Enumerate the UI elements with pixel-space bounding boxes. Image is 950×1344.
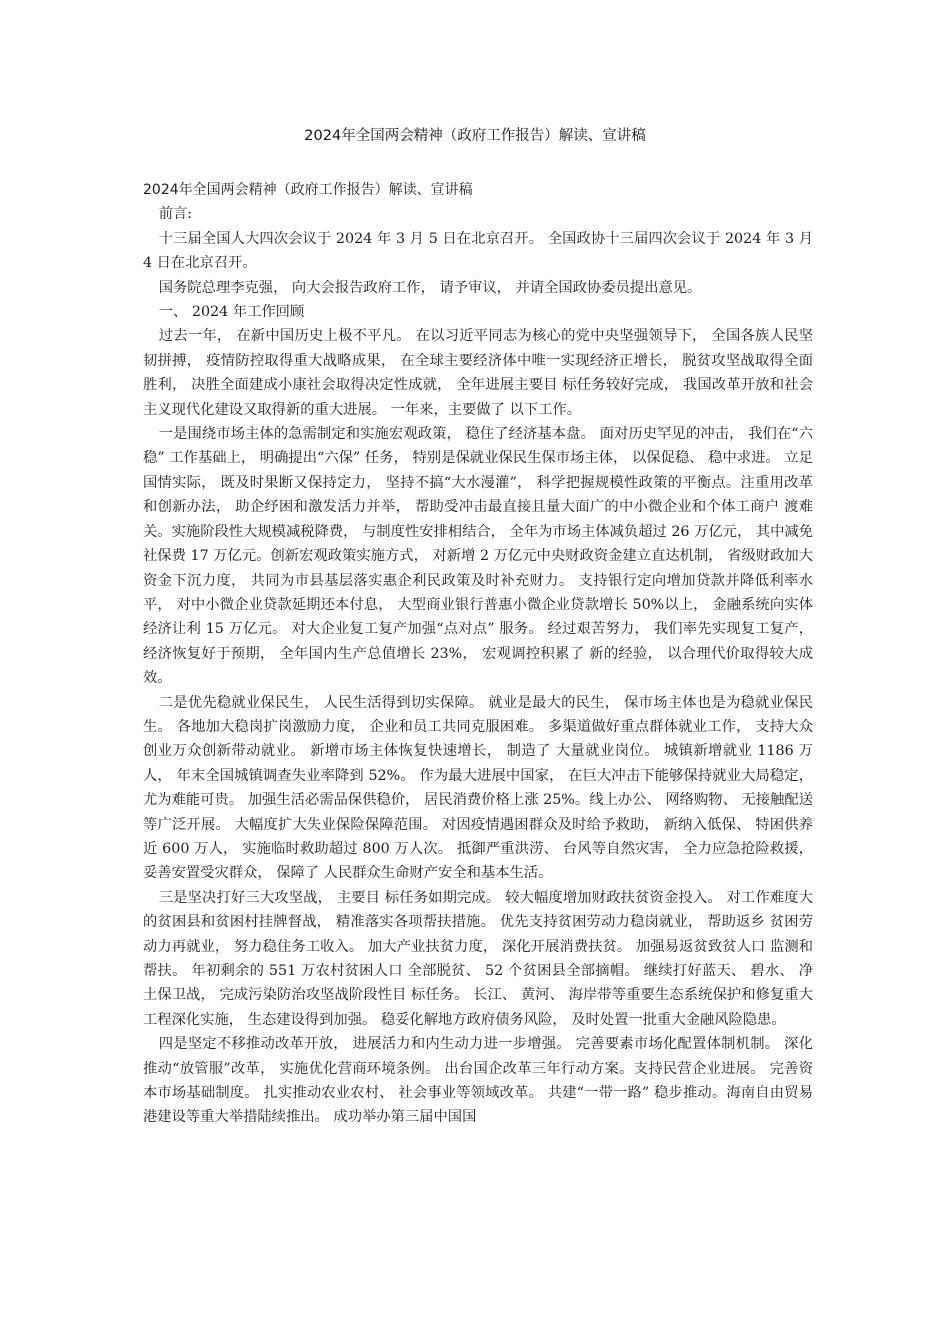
document-body <box>143 178 813 1130</box>
paragraph-past-year: 过去一年， 在新中国历史上极不平凡。 在以习近平同志为核心的党中央坚强领导下， 全国各族人民坚韧拼搏， 疫情防控取得重大战略成果， 在全球主要经济体中唯一实现经济正增长， 脱贫攻坚战取得全面胜利， 决胜全面建成小康社会取得决定性成就， 全年进展主要目 标任务较好完成， 我国改革开放和社会主义现代化建设又取得新的重大进展。 一年来，主要做了 以下工作。 <box>143 328 813 418</box>
paragraph-meeting-dates: 十三届全国人大四次会议于 2024 年 3 月 5 日在北京召开。 全国政协十三届四次会议于 2024 年 3 月 4 日在北京召开。 <box>143 230 813 272</box>
paragraph-point-four: 四是坚定不移推动改革开放， 进展活力和内生动力进一步增强。 完善要素市场化配置体制机制。 深化推动“放管服”改革， 实施优化营商环境条例。 出台国企改革三年行动方案。支持民营企业进展。 完善资本市场基础制度。 扎实推动农业农村、 社会事业等领域改革。 共建“一带一路” 稳步推动。海南自由贸易港建设等重大举措陆续推出。 成功举办第三届中国国 <box>143 1036 813 1126</box>
paragraph-point-three: 三是坚决打好三大攻坚战， 主要目 标任务如期完成。 较大幅度增加财政扶贫资金投入。 对工作难度大的贫困县和贫困村挂牌督战， 精准落实各项帮扶措施。 优先支持贫困劳动力稳岗就业， 帮助返乡 贫困劳动力再就业， 努力稳住务工收入。 加大产业扶贫力度， 深化开展消费扶贫。 加强易返贫致贫人口 监测和帮扶。 年初剩余的 551 万农村贫困人口 全部脱贫、 52 个贫困县全部摘帽。 继续打好蓝天、 碧水、 净土保卫战， 完成污染防治攻坚战阶段性目 标任务。 长江、 黄河、 海岸带等重要生态系统保护和修复重大工程深化实施， 生态建设得到加强。 稳妥化解地方政府债务风险， 及时处置一批重大金融风险隐患。 <box>143 889 813 1028</box>
section-heading-review: 一、 2024 年工作回顾 <box>158 304 305 321</box>
paragraph-point-two: 二是优先稳就业保民生， 人民生活得到切实保障。 就业是最大的民生， 保市场主体也是为稳就业保民生。 各地加大稳岗扩岗激励力度， 企业和员工共同克服困难。 多渠道做好重点群体就业工作， 支持大众创业万众创新带动就业。 新增市场主体恢复快速增长， 制造了 大量就业岗位。 城镇新增就业 1186 万人， 年末全国城镇调查失业率降到 52%。 作为最大进展中国家， 在巨大冲击下能够保持就业大局稳定， 尤为难能可贵。 加强生活必需品保供稳价， 居民消费价格上涨 25%。线上办公、 网络购物、 无接触配送等广泛开展。 大幅度扩大失业保险保障范围。 对因疫情遇困群众及时给予救助， 新纳入低保、 特困供养近 600 万人， 实施临时救助超过 800 万人次。 抵御严重洪涝、 台风等自然灾害， 全力应急抢险救援， 妥善安置受灾群众， 保障了 人民群众生命财产安全和基本生活。 <box>143 694 813 882</box>
paragraph-point-one: 一是围绕市场主体的急需制定和实施宏观政策， 稳住了经济基本盘。 面对历史罕见的冲击， 我们在“六稳” 工作基础上， 明确提出“六保” 任务， 特别是保就业保民生保市场主体， 以保促稳、 稳中求进。 立足国情实际， 既及时果断又保持定力， 坚持不搞“大水漫灌”， 科学把握规模性政策的平衡点。注重用改革和创新办法， 助企纾困和激发活力并举， 帮助受冲击最直接且量大面广的中小微企业和个体工商户 渡难关。实施阶段性大规模减税降费， 与制度性安排相结合， 全年为市场主体减负超过 26 万亿元， 其中减免社保费 17 万亿元。创新宏观政策实施方式， 对新增 2 万亿元中央财政资金建立直达机制， 省级财政加大资金下沉力度， 共同为市县基层落实惠企利民政策及时补充财力。 支持银行定向增加贷款并降低利率水平， 对中小微企业贷款延期还本付息， 大型商业银行普惠小微企业贷款增长 50%以上， 金融系统向实体经济让利 15 万亿元。 对大企业复工复产加强“点对点” 服务。 经过艰苦努力， 我们率先实现复工复产， 经济恢复好于预期， 全年国内生产总值增长 23%， 宏观调控积累了 新的经验， 以合理代价取得较大成效。 <box>143 426 814 687</box>
preface-label: 前言: <box>158 206 193 223</box>
paragraph-report-intro: 国务院总理李克强， 向大会报告政府工作， 请予审议， 并请全国政协委员提出意见。 <box>158 279 702 296</box>
document-title: 2024年全国两会精神（政府工作报告）解读、宣讲稿 <box>304 128 646 144</box>
document-subtitle: 2024年全国两会精神（政府工作报告）解读、宣讲稿 <box>143 182 473 198</box>
